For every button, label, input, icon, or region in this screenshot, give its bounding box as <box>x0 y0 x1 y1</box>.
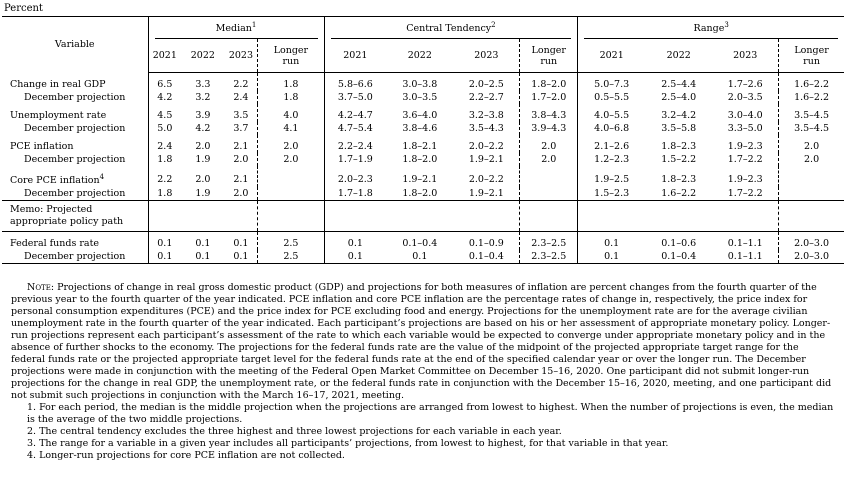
central-tendency-cell: 3.5–4.3 <box>453 122 519 135</box>
table-row <box>2 232 844 251</box>
note-paragraph <box>11 282 835 402</box>
empty-cell <box>225 201 258 232</box>
projections-table <box>2 16 844 264</box>
table-row <box>2 104 844 122</box>
central-tendency-cell: 2.0–2.2 <box>453 135 519 153</box>
median-cell: 2.0 <box>225 153 258 166</box>
median-cell: 3.2 <box>195 92 211 103</box>
range-cell: 1.9–2.3 <box>712 166 778 187</box>
median-cell: 1.8 <box>258 73 324 92</box>
year-header: 2021 <box>324 39 386 73</box>
table-row <box>2 187 844 201</box>
range-cell: 3.5–4.5 <box>794 123 830 134</box>
central-tendency-cell: 0.1–0.4 <box>402 238 438 250</box>
range-cell: 3.0–4.0 <box>712 104 778 122</box>
central-tendency-cell: 4.7–5.4 <box>337 123 373 134</box>
range-cell: 0.1–1.1 <box>712 232 778 251</box>
range-cell <box>779 166 844 187</box>
footnote-1: 1. For each period, the median is the middle projection when the projections are arranged from lowest to highest. When the number of projections is even, the median is the average of the two middle projections. <box>27 402 834 425</box>
table-row <box>2 122 844 135</box>
row-label <box>2 166 148 187</box>
median-cell: 4.0 <box>258 104 324 122</box>
central-tendency-cell: 3.9–4.3 <box>520 122 578 135</box>
central-tendency-cell: 1.8–2.0 <box>402 154 438 165</box>
empty-cell <box>181 201 224 232</box>
range-cell: 4.0–6.8 <box>594 123 630 134</box>
range-cell: 2.0 <box>804 154 820 165</box>
row-label-text: Core PCE inflation <box>10 175 100 187</box>
notes-section <box>11 282 835 462</box>
median-cell: 4.1 <box>258 122 324 135</box>
central-tendency-cell: 0.1 <box>347 238 363 250</box>
central-tendency-cell: 1.9–2.1 <box>453 187 519 201</box>
median-cell: 0.1 <box>181 250 224 264</box>
row-label-text: Unemployment rate <box>10 110 107 121</box>
median-cell: 2.1 <box>225 166 258 187</box>
range-cell: 2.0–3.0 <box>794 238 830 250</box>
year-header: 2021 <box>148 39 181 73</box>
empty-cell <box>453 201 519 232</box>
median-cell: 2.2 <box>157 173 173 185</box>
median-cell: 0.1 <box>225 250 258 264</box>
row-label <box>2 187 148 201</box>
central-tendency-cell: 0.1–0.9 <box>453 232 519 251</box>
median-cell: 1.8 <box>148 187 181 201</box>
median-cell: 3.9 <box>195 110 211 121</box>
central-tendency-cell: 2.3–2.5 <box>520 232 578 251</box>
range-cell: 3.2–4.2 <box>661 110 697 121</box>
central-tendency-cell: 3.0–3.8 <box>402 79 438 90</box>
year-header: 2022 <box>645 39 712 73</box>
table-row <box>2 135 844 153</box>
central-tendency-cell: 0.1 <box>324 250 386 264</box>
range-cell: 1.2–2.3 <box>594 154 630 165</box>
central-tendency-cell: 3.8–4.6 <box>402 123 438 134</box>
median-cell: 4.2 <box>195 123 211 134</box>
median-cell: 2.0 <box>258 135 324 153</box>
central-tendency-cell: 5.8–6.6 <box>337 79 373 90</box>
row-label-footnote: 4 <box>99 173 105 181</box>
longer-run-header: Longer run <box>520 39 578 73</box>
memo-label: Memo: Projected appropriate policy path <box>2 201 148 232</box>
median-cell <box>258 187 324 201</box>
central-tendency-cell: 3.8–4.3 <box>520 104 578 122</box>
central-tendency-cell <box>520 166 578 187</box>
year-header: 2023 <box>712 39 778 73</box>
table-body <box>2 73 844 264</box>
median-cell: 6.5 <box>157 79 173 90</box>
row-label-text: December projection <box>24 154 126 165</box>
empty-cell <box>520 201 578 232</box>
range-cell: 1.7–2.2 <box>712 153 778 166</box>
note-text: Projections of change in real gross domestic product (GDP) and projections for both measures of inflation are percent changes from the fourth quarter of the previous year to the fourth quarter of the year indicated. PCE inflation and core PCE inflation are the percentage rates of change in, respectively, the price index for personal consumption expenditures (PCE) and the price index for PCE excluding food and energy. Projections for the unemployment rate are for the average civilian unemployment rate in the fourth quarter of the year indicated. Each participant’s projections are based on his or her assessment of appropriate monetary policy. Longer-run projections represent each participant’s assessment of the rate to which each variable would be expected to converge under appropriate monetary policy and in the absence of further shocks to the economy. The projections for the federal funds rate are the value of the midpoint of the projected appropriate target range for the federal funds rate or the projected appropriate target level for the federal funds rate at the end of the specified calendar year or over the longer run. The December projections were made in conjunction with the meeting of the Federal Open Market Committee on December 15–16, 2020. One participant did not submit longer-run projections for the change in real GDP, the unemployment rate, or the federal funds rate in conjunction with the December 15–16, 2020, meeting, and one participant did not submit such projections in conjunction with the March 16–17, 2021, meeting. <box>11 282 832 401</box>
median-cell: 5.0 <box>157 123 173 134</box>
range-cell: 0.1–1.1 <box>712 250 778 264</box>
median-cell: 0.1 <box>157 238 173 250</box>
empty-cell <box>324 201 386 232</box>
central-tendency-cell: 2.2–2.7 <box>453 91 519 104</box>
table-row <box>2 153 844 166</box>
central-tendency-cell: 1.7–2.0 <box>520 91 578 104</box>
longer-run-header: Longer run <box>258 39 324 73</box>
central-tendency-cell: 2.0 <box>520 135 578 153</box>
footnote-3: 3. The range for a variable in a given year includes all participants’ projections, from lowest to highest, for that variable in that year. <box>27 438 669 449</box>
table-row <box>2 91 844 104</box>
row-label <box>2 232 148 251</box>
median-cell: 1.8 <box>258 91 324 104</box>
median-cell: 3.5 <box>225 104 258 122</box>
row-label-text: December projection <box>24 123 126 134</box>
range-cell: 0.5–5.5 <box>594 92 630 103</box>
central-tendency-cell: 2.0–2.3 <box>337 173 373 185</box>
longer-run-header: Longer run <box>779 39 844 73</box>
median-cell: 2.0 <box>225 187 258 201</box>
range-cell: 2.5–4.4 <box>661 79 697 90</box>
year-header: 2023 <box>225 39 258 73</box>
median-cell: 4.2 <box>157 92 173 103</box>
median-cell: 3.3 <box>195 79 211 90</box>
range-cell: 2.5–4.0 <box>661 92 697 103</box>
range-cell: 0.1 <box>604 238 620 250</box>
central-tendency-cell <box>520 187 578 201</box>
row-label-text: Change in real GDP <box>10 78 106 90</box>
central-tendency-cell: 1.7–1.9 <box>337 154 373 165</box>
range-cell: 1.5–2.3 <box>578 187 645 201</box>
median-cell: 2.4 <box>225 91 258 104</box>
range-cell: 2.0 <box>804 141 820 152</box>
row-label-text: PCE inflation <box>10 141 74 152</box>
median-cell: 1.9 <box>195 154 211 165</box>
range-cell: 4.0–5.5 <box>594 110 630 121</box>
median-cell: 3.7 <box>225 122 258 135</box>
row-label <box>2 135 148 153</box>
central-tendency-cell: 1.7–1.8 <box>324 187 386 201</box>
central-tendency-cell: 0.1 <box>386 250 453 264</box>
row-label <box>2 73 148 92</box>
footnote-4: 4. Longer-run projections for core PCE inflation are not collected. <box>27 450 345 461</box>
empty-cell <box>148 201 181 232</box>
range-cell: 2.1–2.6 <box>594 141 630 152</box>
empty-cell <box>712 201 778 232</box>
row-label <box>2 153 148 166</box>
range-cell: 2.0–3.0 <box>779 250 844 264</box>
table-row <box>2 250 844 264</box>
range-cell: 1.9–2.3 <box>712 135 778 153</box>
empty-cell <box>386 201 453 232</box>
range-cell: 5.0–7.3 <box>594 79 630 90</box>
central-tendency-cell: 2.0 <box>520 153 578 166</box>
median-cell: 0.1 <box>148 250 181 264</box>
unit-label: Percent <box>4 3 43 14</box>
empty-cell <box>258 201 324 232</box>
range-cell: 1.8–2.3 <box>661 141 697 152</box>
range-cell: 1.7–2.2 <box>712 187 778 201</box>
range-cell: 1.6–2.2 <box>645 187 712 201</box>
year-header: 2022 <box>386 39 453 73</box>
central-tendency-cell: 3.6–4.0 <box>402 110 438 121</box>
table-row <box>2 166 844 187</box>
range-cell: 0.1–0.6 <box>661 238 697 250</box>
range-cell: 1.7–2.6 <box>712 73 778 92</box>
range-cell: 1.5–2.2 <box>661 154 697 165</box>
row-label <box>2 250 148 264</box>
range-cell: 3.5–4.5 <box>794 110 830 121</box>
range-cell: 3.3–5.0 <box>712 122 778 135</box>
central-tendency-cell: 2.0–2.5 <box>453 73 519 92</box>
central-tendency-cell: 2.3–2.5 <box>520 250 578 264</box>
empty-cell <box>779 201 844 232</box>
row-label <box>2 122 148 135</box>
median-cell: 0.1 <box>195 238 211 250</box>
median-cell: 2.2 <box>225 73 258 92</box>
year-header: 2023 <box>453 39 519 73</box>
memo-row <box>2 201 844 232</box>
central-tendency-cell: 1.8–2.0 <box>386 187 453 201</box>
row-label-text: December projection <box>24 188 126 200</box>
range-cell <box>779 187 844 201</box>
range-cell: 1.9–2.5 <box>594 173 630 185</box>
central-tendency-cell: 0.1–0.4 <box>453 250 519 264</box>
median-cell: 1.8 <box>157 154 173 165</box>
range-cell: 0.1 <box>578 250 645 264</box>
median-cell: 2.1 <box>225 135 258 153</box>
central-tendency-cell: 1.9–2.1 <box>402 173 438 185</box>
range-group-header: Range$^3$ <box>578 17 844 40</box>
median-cell <box>258 166 324 187</box>
range-cell: 0.1–0.4 <box>645 250 712 264</box>
central-tendency-cell: 2.0–2.2 <box>453 166 519 187</box>
central-tendency-cell: 1.8–2.1 <box>402 141 438 152</box>
range-cell: 3.5–5.8 <box>661 123 697 134</box>
median-group-header: Median$^1$ <box>148 17 324 40</box>
row-label <box>2 104 148 122</box>
range-cell: 2.0–3.5 <box>712 91 778 104</box>
median-cell: 4.5 <box>157 110 173 121</box>
median-cell: 2.5 <box>258 232 324 251</box>
range-cell: 1.6–2.2 <box>794 92 830 103</box>
range-cell: 1.8–2.3 <box>661 173 697 185</box>
median-cell: 1.9 <box>181 187 224 201</box>
year-header: 2022 <box>181 39 224 73</box>
median-cell: 0.1 <box>225 232 258 251</box>
central-tendency-group-header: Central Tendency$^2$ <box>324 17 578 40</box>
central-tendency-cell: 1.8–2.0 <box>520 73 578 92</box>
range-cell: 1.6–2.2 <box>794 79 830 90</box>
median-cell: 2.4 <box>157 141 173 152</box>
median-cell: 2.5 <box>258 250 324 264</box>
row-label-text: December projection <box>24 92 126 103</box>
row-label-text: Federal funds rate <box>10 238 100 250</box>
row-label-text: December projection <box>24 251 126 263</box>
central-tendency-cell: 4.2–4.7 <box>337 110 373 121</box>
note-label: Note: <box>27 282 55 293</box>
median-cell: 2.0 <box>258 153 324 166</box>
empty-cell <box>645 201 712 232</box>
central-tendency-cell: 3.7–5.0 <box>337 92 373 103</box>
central-tendency-cell: 2.2–2.4 <box>337 141 373 152</box>
central-tendency-cell: 3.0–3.5 <box>402 92 438 103</box>
empty-cell <box>578 201 645 232</box>
table-row <box>2 73 844 92</box>
median-cell: 2.0 <box>195 173 211 185</box>
variable-header: Variable <box>2 17 148 73</box>
footnote-2: 2. The central tendency excludes the three highest and three lowest projections for each variable in each year. <box>27 426 562 437</box>
central-tendency-cell: 3.2–3.8 <box>453 104 519 122</box>
median-cell: 2.0 <box>195 141 211 152</box>
year-header: 2021 <box>578 39 645 73</box>
row-label <box>2 91 148 104</box>
central-tendency-cell: 1.9–2.1 <box>453 153 519 166</box>
